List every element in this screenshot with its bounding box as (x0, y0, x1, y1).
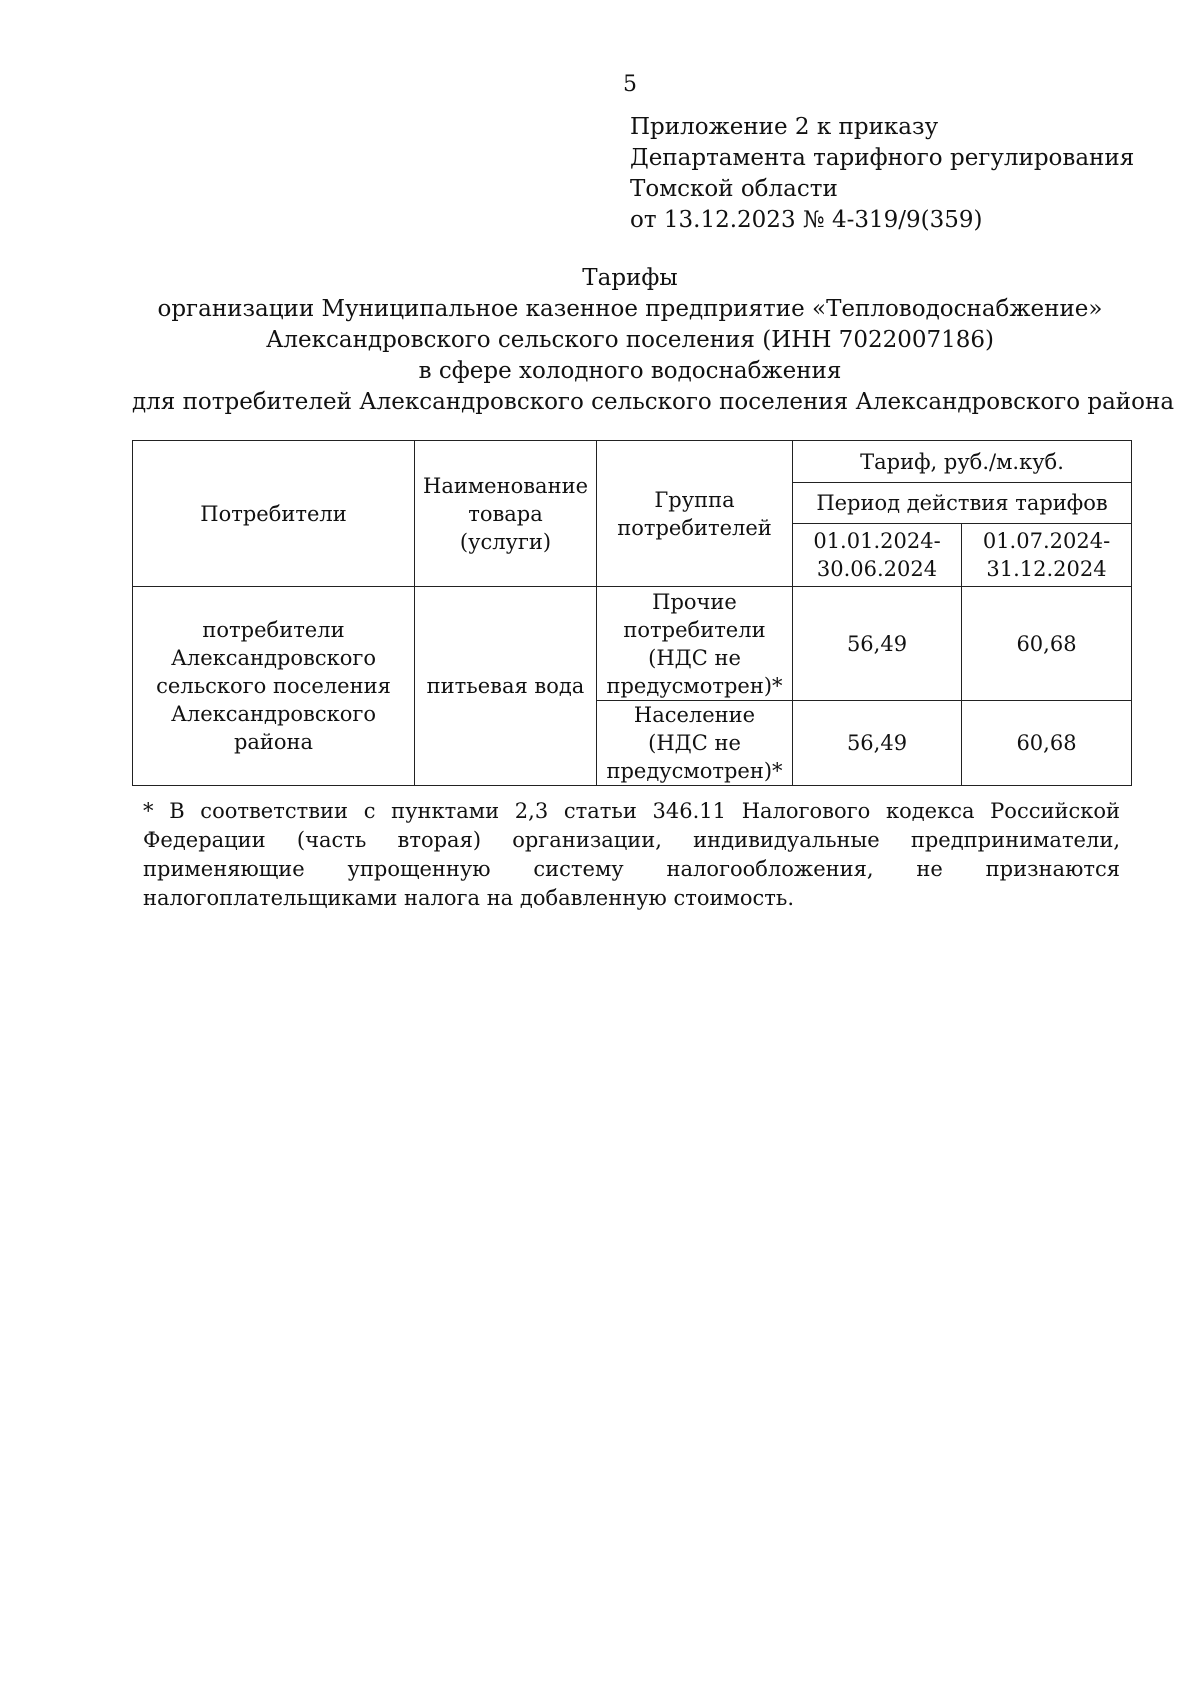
tariff-value-cell: 56,49 (793, 701, 962, 786)
period-line: 31.12.2024 (986, 557, 1107, 581)
header-group-line: Группа (654, 487, 735, 512)
group-cell (597, 701, 793, 786)
appendix-line: Томской области (630, 176, 838, 202)
title-line: Тарифы (582, 265, 678, 291)
group-line: Население (633, 703, 756, 727)
title-line: в сфере холодного водоснабжения (418, 358, 842, 384)
header-period-1 (793, 524, 962, 587)
period-line: 01.07.2024- (982, 529, 1111, 553)
document-title (132, 263, 1175, 418)
appendix-line: Департамента тарифного регулирования (630, 145, 1135, 171)
tariff-value-cell: 56,49 (793, 587, 962, 701)
group-line: Прочие (652, 589, 737, 614)
consumers-line: сельского поселения (156, 674, 391, 698)
title-line: Александровского сельского поселения (ИНН 7022007186) (265, 327, 994, 353)
header-group (597, 441, 793, 587)
group-line: (НДС не (648, 731, 741, 755)
table-header-row (133, 441, 1132, 483)
group-line: потребители (623, 617, 766, 642)
tariff-table (132, 440, 1132, 786)
tariff-value-cell: 60,68 (962, 587, 1132, 701)
header-product-line: Наименование (423, 473, 588, 498)
consumers-line: Александровского (170, 702, 377, 726)
page-number: 5 (623, 72, 637, 97)
header-product-line: товара (услуги) (459, 501, 552, 554)
footnote: * В соответствии с пунктами 2,3 статьи 346.11 Налогового кодекса Российской Федерации (часть вторая) организации, индивидуальные предприниматели, применяющие упрощенную систему налогообложения, не признаются налогоплательщиками налога на добавленную стоимость. (143, 799, 1120, 910)
header-group-line: потребителей (617, 515, 772, 540)
appendix-line: от 13.12.2023 № 4-319/9(359) (630, 207, 983, 233)
period-line: 30.06.2024 (816, 557, 938, 581)
group-cell (597, 587, 793, 701)
product-cell: питьевая вода (415, 587, 597, 786)
consumers-cell (133, 587, 415, 786)
tariff-value-cell: 60,68 (962, 701, 1132, 786)
header-period: Период действия тарифов (793, 483, 1132, 524)
header-consumers: Потребители (133, 441, 415, 587)
group-line: предусмотрен)* (606, 759, 783, 783)
period-line: 01.01.2024- (813, 529, 941, 553)
title-line: для потребителей Александровского сельского поселения Александровского района (132, 389, 1175, 415)
table-row (133, 587, 1132, 701)
consumers-line: Александровского (170, 646, 377, 670)
consumers-line: района (233, 730, 314, 754)
header-period-2 (962, 524, 1132, 587)
appendix-block (630, 112, 1134, 236)
header-product (415, 441, 597, 587)
title-line: организации Муниципальное казенное предприятие «Тепловодоснабжение» (157, 296, 1103, 322)
header-tariff: Тариф, руб./м.куб. (793, 441, 1132, 483)
group-line: (НДС не (648, 645, 741, 670)
consumers-line: потребители (202, 618, 345, 642)
appendix-line: Приложение 2 к приказу (630, 114, 939, 140)
group-line: предусмотрен)* (606, 673, 783, 698)
